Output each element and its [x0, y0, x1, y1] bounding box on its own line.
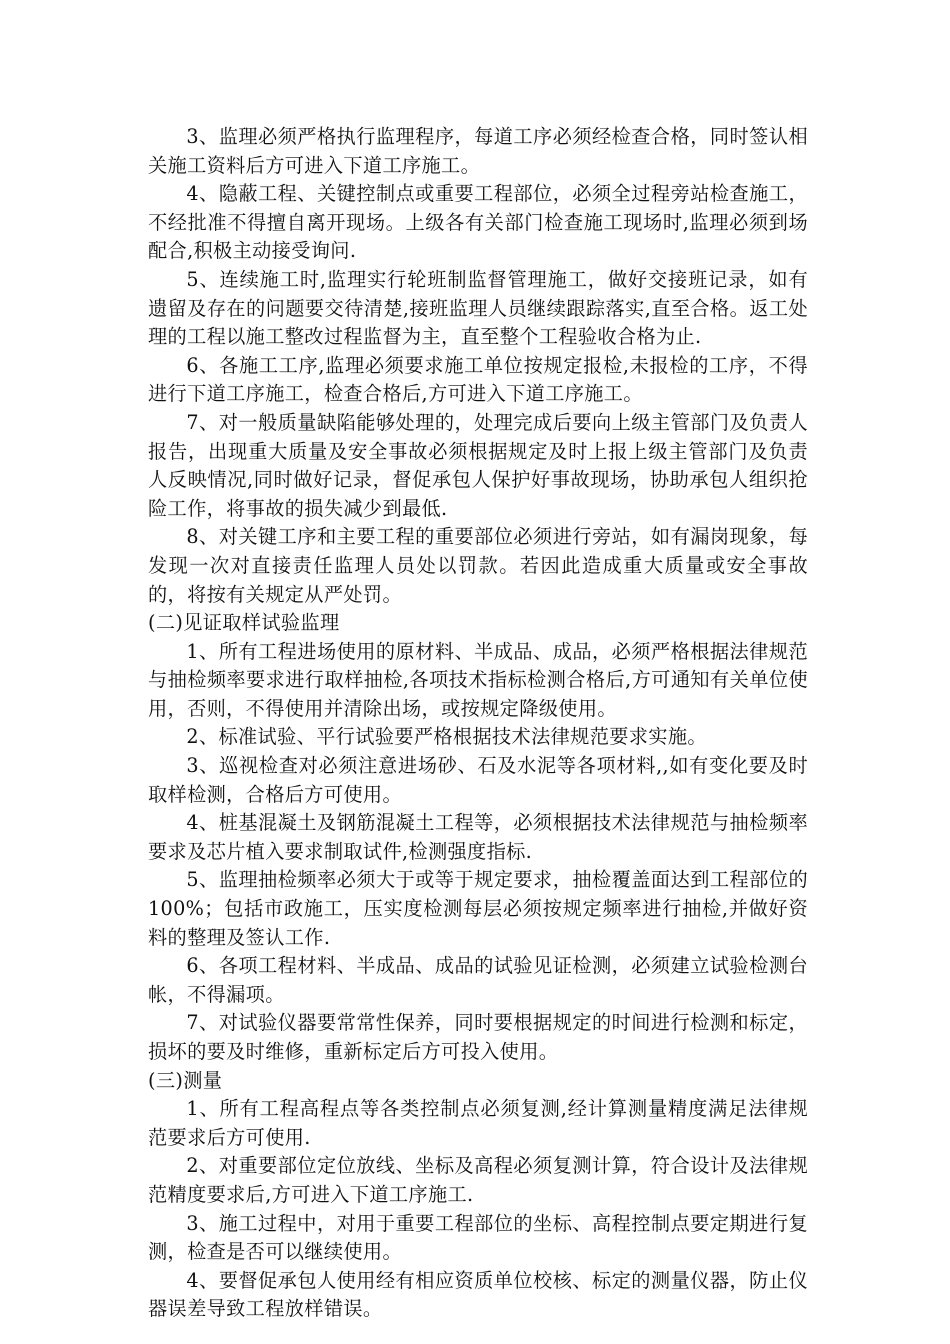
document-page: [148, 123, 808, 1324]
paragraph-supervision-6: 6、各施工工序,监理必须要求施工单位按规定报检,未报检的工序，不得进行下道工序施工，检查合格后,方可进入下道工序施工。: [148, 353, 808, 406]
paragraph-sampling-5: 5、监理抽检频率必须大于或等于规定要求，抽检覆盖面达到工程部位的100%；包括市政施工，压实度检测每层必须按规定频率进行抽检,并做好资料的整理及签认工作.: [148, 868, 808, 949]
paragraph-sampling-7: 7、对试验仪器要常常性保养，同时要根据规定的时间进行检测和标定，损坏的要及时维修，重新标定后方可投入使用。: [148, 1011, 808, 1063]
paragraph-sampling-4: 4、桩基混凝土及钢筋混凝土工程等，必须根据技术法律规范与抽检频率要求及芯片植入要求制取试件,检测强度指标.: [148, 811, 808, 863]
paragraph-survey-1: 1、所有工程高程点等各类控制点必须复测,经计算测量精度满足法律规范要求后方可使用.: [148, 1097, 808, 1149]
paragraph-supervision-7: 7、对一般质量缺陷能够处理的，处理完成后要向上级主管部门及负责人报告，出现重大质量及安全事故必须根据规定及时上报上级主管部门及负责人反映情况,同时做好记录，督促承包人保护好事故现场，协助承包人组织抢险工作，将事故的损失减少到最低.: [148, 410, 808, 520]
paragraph-survey-3: 3、施工过程中，对用于重要工程部位的坐标、高程控制点要定期进行复测，检查是否可以继续使用。: [148, 1211, 808, 1264]
section-heading-sampling: (二)见证取样试验监理: [148, 611, 340, 635]
paragraph-sampling-6: 6、各项工程材料、半成品、成品的试验见证检测，必须建立试验检测台帐，不得漏项。: [148, 954, 808, 1006]
paragraph-sampling-3: 3、巡视检查对必须注意进场砂、石及水泥等各项材料,,如有变化要及时取样检测，合格后方可使用。: [148, 754, 808, 806]
paragraph-sampling-1: 1、所有工程进场使用的原材料、半成品、成品，必须严格根据法律规范与抽检频率要求进行取样抽检,各项技术指标检测合格后,方可通知有关单位使用，否则，不得使用并清除出场，或按规定降级使用。: [148, 639, 808, 720]
paragraph-sampling-2: 2、标准试验、平行试验要严格根据技术法律规范要求实施。: [186, 725, 707, 749]
paragraph-supervision-8: 8、对关键工序和主要工程的重要部位必须进行旁站，如有漏岗现象，每发现一次对直接责任监理人员处以罚款。若因此造成重大质量或安全事故的，将按有关规定从严处罚。: [148, 525, 808, 606]
paragraph-supervision-3: 3、监理必须严格执行监理程序，每道工序必须经检查合格，同时签认相关施工资料后方可进入下道工序施工。: [148, 125, 808, 177]
section-heading-survey: (三)测量: [148, 1068, 223, 1092]
paragraph-survey-2: 2、对重要部位定位放线、坐标及高程必须复测计算，符合设计及法律规范精度要求后,方可进入下道工序施工.: [148, 1154, 808, 1206]
paragraph-survey-4: 4、要督促承包人使用经有相应资质单位校核、标定的测量仪器，防止仪器误差导致工程放样错误。: [148, 1268, 808, 1321]
paragraph-supervision-5: 5、连续施工时,监理实行轮班制监督管理施工，做好交接班记录，如有遗留及存在的问题要交待清楚,接班监理人员继续跟踪落实,直至合格。返工处理的工程以施工整改过程监督为主，直至整个工程验收合格为止.: [148, 267, 808, 349]
paragraph-supervision-4: 4、隐蔽工程、关键控制点或重要工程部位，必须全过程旁站检查施工，不经批准不得擅自离开现场。上级各有关部门检查施工现场时,监理必须到场配合,积极主动接受询问.: [148, 182, 808, 263]
